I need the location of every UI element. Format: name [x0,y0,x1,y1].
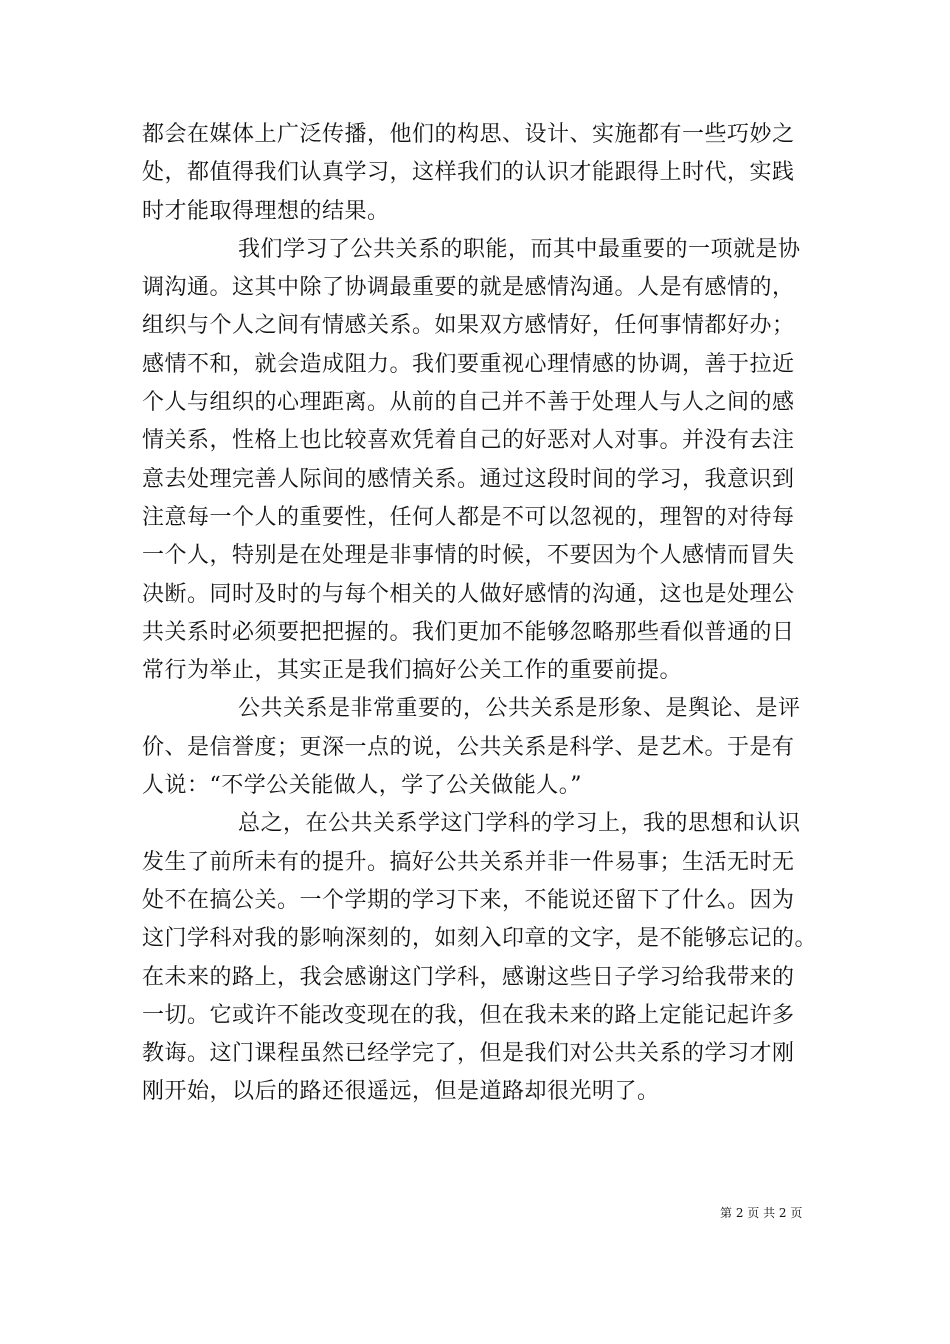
text-line: 时才能取得理想的结果。 [142,198,390,224]
text-line: 处不在搞公关。一个学期的学习下来，不能说还留下了什么。因为 [142,887,795,913]
text-line: 个人与组织的心理距离。从前的自己并不善于处理人与人之间的感 [142,390,795,416]
text-line: 一切。它或许不能改变现在的我，但在我未来的路上定能记起许多 [142,1002,795,1028]
text-line: 这门学科对我的影响深刻的，如刻入印章的文字，是不能够忘记的。 [142,926,818,952]
paragraph-start-line: 公共关系是非常重要的，公共关系是形象、是舆论、是评 [238,696,801,722]
document-body [142,116,818,1112]
text-line: 决断。同时及时的与每个相关的人做好感情的沟通，这也是处理公 [142,581,795,607]
text-line: 感情不和，就会造成阻力。我们要重视心理情感的协调，善于拉近 [142,351,795,377]
text-line: 都会在媒体上广泛传播，他们的构思、设计、实施都有一些巧妙之 [142,122,795,147]
text-line: 意去处理完善人际间的感情关系。通过这段时间的学习，我意识到 [142,466,795,492]
text-line: 一个人，特别是在处理是非事情的时候，不要因为个人感情而冒失 [142,543,795,569]
text-line: 共关系时必须要把把握的。我们更加不能够忽略那些看似普通的日 [142,619,795,645]
text-line: 组织与个人之间有情感关系。如果双方感情好，任何事情都好办； [142,313,795,339]
text-line: 教诲。这门课程虽然已经学完了，但是我们对公共关系的学习才刚 [142,1041,795,1067]
text-line: 发生了前所未有的提升。搞好公共关系并非一件易事；生活无时无 [142,849,795,875]
text-line: 调沟通。这其中除了协调最重要的就是感情沟通。人是有感情的， [142,275,795,301]
paragraph-start-line: 总之，在公共关系学这门学科的学习上，我的思想和认识 [238,811,801,837]
text-line: 价、是信誉度；更深一点的说，公共关系是科学、是艺术。于是有 [142,734,795,760]
text-line: 人说：“不学公关能做人，学了公关做能人。” [142,773,582,799]
page-number-footer: 第 2 页 共 2 页 [720,1206,803,1220]
text-line: 刚开始，以后的路还很遥远，但是道路却很光明了。 [142,1079,660,1105]
paragraph-start-line: 我们学习了公共关系的职能，而其中最重要的一项就是协 [238,236,801,262]
text-line: 处，都值得我们认真学习，这样我们的认识才能跟得上时代，实践 [142,160,795,186]
text-line: 注意每一个人的重要性，任何人都是不可以忽视的，理智的对待每 [142,504,795,530]
text-line: 常行为举止，其实正是我们搞好公关工作的重要前提。 [142,658,683,684]
text-line: 情关系，性格上也比较喜欢凭着自己的好恶对人对事。并没有去注 [142,428,795,454]
text-line: 在未来的路上，我会感谢这门学科，感谢这些日子学习给我带来的 [142,964,795,990]
